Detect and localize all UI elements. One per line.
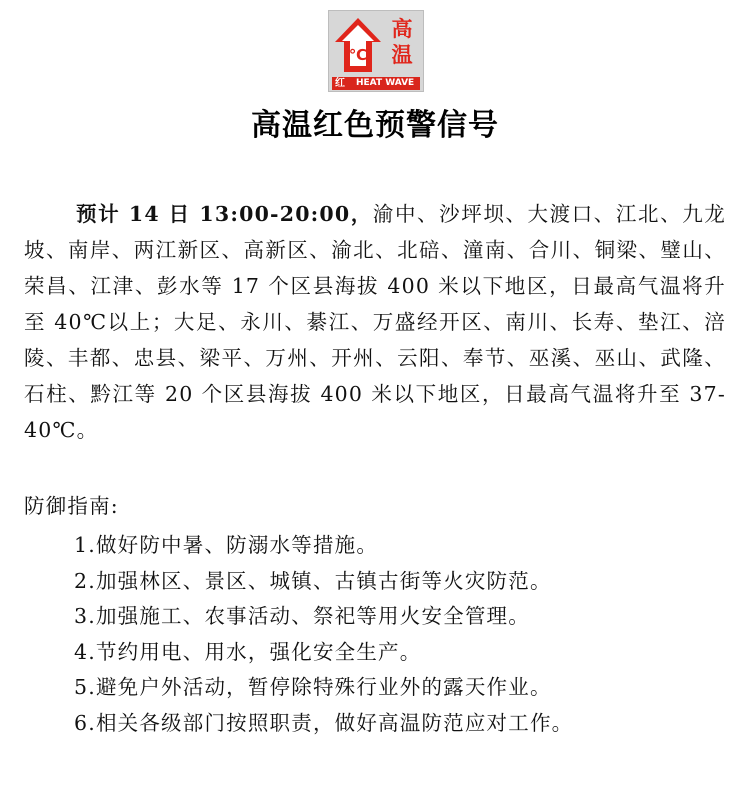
guidance-item: 1.做好防中暑、防溺水等措施。: [74, 533, 379, 557]
guidance-item: 3.加强施工、农事活动、祭祀等用火安全管理。: [74, 604, 530, 628]
badge-label: [387, 16, 417, 68]
badge-footer: [332, 77, 420, 90]
badge-char-2: 温: [391, 43, 413, 67]
page-title: 高温红色预警信号: [251, 108, 499, 143]
thermometer-house-icon: [333, 16, 383, 74]
celsius-symbol: ℃: [348, 46, 368, 64]
badge-upper-panel: [329, 11, 423, 76]
badge-char-1: 高: [391, 17, 413, 41]
forecast-paragraph: [24, 196, 726, 448]
guidance-heading: 防御指南:: [24, 494, 119, 518]
forecast-body: 渝中、沙坪坝、大渡口、江北、九龙坡、南岸、两江新区、高新区、渝北、北碚、潼南、合川、铜梁、璧山、荣昌、江津、彭水等 17 个区县海拔 400 米以下地区，日最高气温将升至 40℃以上；大足、永川、綦江、万盛经开区、南川、长寿、垫江、涪陵、丰都、忠县、梁平、万州、开州、云阳、奉节、巫溪、巫山、武隆、石柱、黔江等 20 个区县海拔 400 米以下地区，日最高气温将升至 37-40℃。: [24, 202, 726, 442]
badge-level-label: 红: [335, 78, 345, 89]
guidance-item: 2.加强林区、景区、城镇、古镇古街等火灾防范。: [74, 568, 552, 593]
badge-heatwave-label: HEAT WAVE: [356, 78, 415, 88]
guidance-item: 4.节约用电、用水，强化安全生产。: [74, 639, 422, 664]
guidance-list: [74, 528, 573, 741]
forecast-time-lead: 预计 14 日 13:00-20:00，: [76, 202, 373, 226]
guidance-item: 5.避免户外活动，暂停除特殊行业外的露天作业。: [74, 675, 552, 699]
heat-warning-badge: [328, 10, 424, 92]
guidance-item: 6.相关各级部门按照职责，做好高温防范应对工作。: [74, 710, 574, 735]
